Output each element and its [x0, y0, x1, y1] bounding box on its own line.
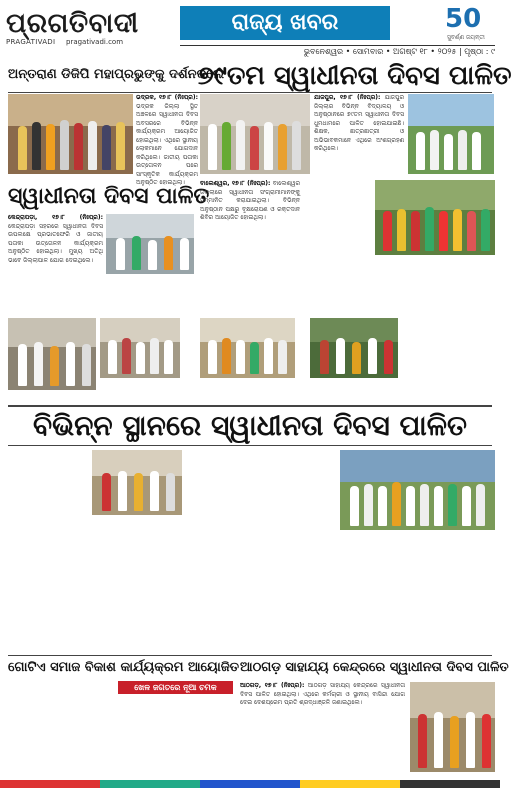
article-dateline: ଆଠଗଡ଼, ୧୭।୮ (ନିଃପ୍ର):	[240, 682, 305, 689]
masthead	[0, 0, 500, 60]
article-dateline: ଭଦ୍ରକ, ୧୭।୮ (ନିଃପ୍ର):	[136, 94, 198, 101]
photo-parade	[408, 94, 494, 174]
headline-society-program: ଗୋଟିଏ ସମାଜ ବିକାଶ କାର୍ଯ୍ୟକ୍ରମ ଆୟୋଜିତ	[8, 660, 239, 675]
anniversary-text: ସୁବର୍ଣ୍ଣ ଜୟନ୍ତୀ	[447, 34, 485, 41]
article-body: ଭଦ୍ରକ ଜିଲ୍ଲା ସ୍ଥିତ ଅଞ୍ଚଳରେ ସ୍ୱାଧୀନତା ଦିବସ ଅବସରରେ ବିଭିନ୍ନ କାର୍ଯ୍ୟକ୍ରମ ଆୟୋଜିତ ହୋଇଥିଲା। ଏଥିରେ ସ୍ଥାନୀୟ ଲୋକମାନେ ଯୋଗଦାନ କରିଥିଲେ। ଜାତୀୟ ପତାକା ଉତ୍ତୋଳନ ପରେ ସାଂସ୍କୃତିକ କାର୍ଯ୍ୟକ୍ରମ ଅନୁଷ୍ଠିତ ହୋଇଥିଲା।	[136, 102, 198, 186]
article-balasore	[200, 180, 300, 310]
color-registration-bar	[0, 780, 500, 788]
photo-flag-hoisting	[200, 94, 310, 174]
divider	[8, 92, 492, 93]
photo-rally	[340, 450, 495, 530]
headline-various-places: ବିଭିନ୍ନ ସ୍ଥାନରେ ସ୍ୱାଧୀନତା ଦିବସ ପାଳିତ	[33, 409, 467, 442]
photo-dgp-visit	[8, 94, 133, 174]
article-kendrapada	[8, 214, 103, 314]
article-body: କେନ୍ଦ୍ରାପଡ଼ା ସହରରେ ସ୍ୱାଧୀନତା ଦିବସ ଉପଲକ୍ଷେ ପ୍ରଭାତଫେରି ଓ ଜାତୀୟ ପତାକା ଉତ୍ତୋଳନ କାର୍ଯ୍ୟକ୍ରମ ଅନୁଷ୍ଠିତ ହୋଇଥିଲା। ମୁଖ୍ୟ ଅତିଥି ଭାବେ ଜିଲ୍ଲାପାଳ ଯୋଗ ଦେଇଥିଲେ।	[8, 222, 103, 264]
photo-tribute	[310, 318, 398, 378]
logo-url[interactable]: pragativadi.com	[66, 38, 124, 46]
photo-crowd	[200, 318, 295, 378]
photo-school-event	[106, 214, 194, 274]
photo-officials	[92, 450, 182, 515]
article-body: ଯାଜପୁର ଜିଲ୍ଲାର ବିଭିନ୍ନ ବିଦ୍ୟାଳୟ ଓ ଅନୁଷ୍ଠାନରେ ୭୯ତମ ସ୍ୱାଧୀନତା ଦିବସ ଧୁମଧାମରେ ପାଳିତ ହୋଇଯାଇଛି। ଶିକ୍ଷକ, ଛାତ୍ରଛାତ୍ରୀ ଓ ଅଭିଭାବକମାନେ ଏଥିରେ ଅଂଶଗ୍ରହଣ କରିଥିଲେ।	[314, 94, 404, 152]
highlight-box: ଖେଳ ଜଗତରେ ନୂଆ ଚମକ	[118, 681, 233, 694]
article-dateline: କେନ୍ଦ୍ରାପଡ଼ା, ୧୭।୮ (ନିଃପ୍ର):	[8, 214, 103, 221]
photo-women-group	[375, 180, 495, 255]
newspaper-logo[interactable]	[6, 6, 156, 46]
logo-text: ପ୍ରଗତିବାଦୀ	[6, 8, 139, 39]
photo-group	[100, 318, 180, 378]
headline-dgp-visit: ଅନ୍ତରାଣ ଡିଜିପି ମହାପ୍ରଭୁଙ୍କୁ ଦର୍ଶନକଲେ	[8, 67, 225, 82]
divider	[8, 655, 492, 656]
photo-leaders	[8, 318, 96, 390]
headline-athgarh: ଆଠଗଡ଼ ସାହାଯ୍ୟ କେନ୍ଦ୍ରରେ ସ୍ୱାଧୀନତା ଦିବସ ପାଳିତ	[240, 660, 509, 675]
photo-ribbon-cutting	[410, 682, 495, 772]
article-dateline: ବାଲେଶ୍ୱର, ୧୭।୮ (ନିଃପ୍ର):	[200, 180, 271, 187]
logo-subtitle: PRAGATIVADI	[6, 38, 56, 46]
article-79th-independence	[314, 94, 404, 174]
article-athgarh	[240, 682, 405, 772]
section-title: ରାଜ୍ୟ ଖବର	[180, 6, 390, 40]
headline-independence-day: ସ୍ୱାଧୀନତା ଦିବସ ପାଳିତ	[8, 184, 210, 209]
headline-79th-independence: ୭୯ତମ ସ୍ୱାଧୀନତା ଦିବସ ପାଳିତ	[198, 61, 512, 91]
page-dateline: ଭୁବନେଶ୍ୱର • ସୋମବାର • ଅଗଷ୍ଟ ୧୮ • ୨୦୨୫ | ପୃଷ୍ଠା : ୯	[180, 45, 495, 58]
anniversary-logo	[445, 4, 495, 44]
divider	[8, 445, 492, 446]
anniversary-number: 50	[445, 4, 482, 34]
divider	[8, 405, 492, 407]
article-dateline: ଯାଜପୁର, ୧୭।୮ (ନିଃପ୍ର):	[314, 94, 381, 101]
article-dgp-visit	[136, 94, 198, 186]
article-body: ବାଲେଶ୍ୱର ଜିଲ୍ଲାରେ ସ୍ୱାଧୀନତା ସଂଗ୍ରାମୀମାନଙ୍କୁ ସମ୍ମାନିତ କରାଯାଇଥିଲା। ବିଭିନ୍ନ ଅନୁଷ୍ଠାନ ପକ୍ଷରୁ ବୃକ୍ଷରୋପଣ ଓ ରକ୍ତଦାନ ଶିବିର ଆୟୋଜିତ ହୋଇଥିଲା।	[200, 180, 300, 221]
article-body: ଆଠଗଡ଼ ସାହାଯ୍ୟ କେନ୍ଦ୍ରରେ ସ୍ୱାଧୀନତା ଦିବସ ପାଳିତ ହୋଇଥିଲା। ଏଥିରେ କର୍ମଚାରୀ ଓ ସ୍ଥାନୀୟ ବାସିନ୍ଦା ଯୋଗ ଦେଇ ଦେଶପ୍ରେମ ପ୍ରତି ଶ୍ରଦ୍ଧାଞ୍ଜଳି ଜଣାଇଥିଲେ।	[240, 682, 405, 706]
